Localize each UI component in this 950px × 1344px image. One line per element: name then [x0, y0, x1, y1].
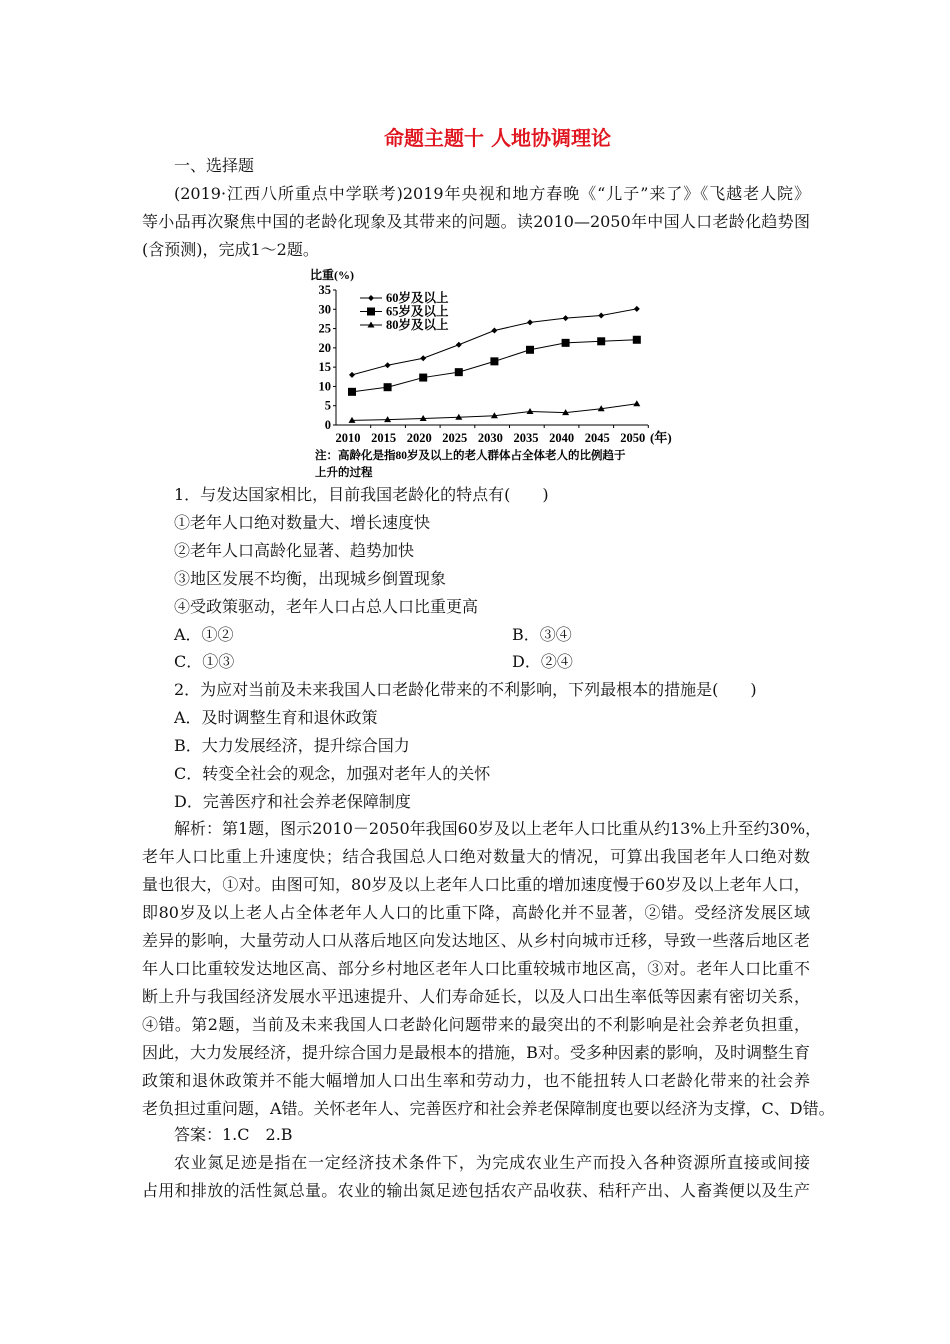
x-tick-label: 2050 — [620, 431, 646, 445]
analysis-line: 因此，大力发展经济，提升综合国力是最根本的措施，B对。受多种因素的影响，及时调整生育 — [142, 1043, 810, 1062]
q1-option-c: C．①③ — [174, 652, 235, 671]
legend-label: 60岁及以上 — [386, 291, 449, 305]
legend-label: 80岁及以上 — [386, 318, 449, 332]
analysis-line: ④错。第2题，当前及未来我国人口老龄化问题带来的最突出的不利影响是社会养老负担重， — [142, 1015, 810, 1034]
analysis-line: 年人口比重较发达地区高、部分乡村地区老年人口比重较城市地区高，③对。老年人口比重不 — [142, 959, 810, 978]
chart-note: 注：高龄化是指80岁及以上的老人群体占全体老人的比例趋于 — [315, 450, 626, 462]
analysis-line: 断上升与我国经济发展水平迅速提升、人们寿命延长，以及人口出生率低等因素有密切关系， — [142, 987, 810, 1006]
x-tick-label: 2045 — [584, 431, 610, 445]
x-tick-label: 2040 — [549, 431, 575, 445]
data-point-diamond — [598, 312, 604, 318]
y-tick-label: 35 — [318, 283, 331, 297]
analysis-line: 量也很大，①对。由图可知，80岁及以上老年人口比重的增加速度慢于60岁及以上老年人口， — [142, 875, 810, 894]
page-title: 命题主题十 人地协调理论 — [384, 126, 611, 150]
x-tick-label: 2025 — [442, 431, 468, 445]
data-point-square — [348, 388, 356, 396]
q2-option-b: B．大力发展经济，提升综合国力 — [174, 736, 410, 755]
data-point-square — [633, 336, 641, 344]
analysis-line: 政策和退休政策并不能大幅增加人口出生率和劳动力，也不能扭转人口老龄化带来的社会养 — [142, 1071, 810, 1090]
data-point-square — [384, 383, 392, 391]
legend-label: 65岁及以上 — [386, 304, 449, 319]
data-point-diamond — [420, 355, 426, 361]
q1-option-a: A．①② — [174, 625, 234, 644]
q1-option-b: B．③④ — [512, 625, 572, 644]
data-point-diamond — [349, 372, 355, 378]
section-heading: 一、选择题 — [174, 156, 255, 175]
data-point-diamond — [527, 319, 533, 325]
data-point-diamond — [634, 306, 640, 312]
q2-stem: 2．为应对当前及未来我国人口老龄化带来的不利影响，下列最根本的措施是( ) — [174, 680, 757, 699]
data-point-diamond — [456, 342, 462, 348]
q1-item: ①老年人口绝对数量大、增长速度快 — [174, 513, 431, 532]
data-point-triangle — [527, 408, 534, 414]
q1-option-d: D．②④ — [512, 652, 573, 671]
analysis-line: 解析：第1题，图示2010－2050年我国60岁及以上老年人口比重从约13%上升至约30%， — [174, 819, 822, 838]
answer: 答案：1.C 2.B — [174, 1125, 293, 1144]
data-point-diamond — [563, 315, 569, 321]
q1-item: ③地区发展不均衡，出现城乡倒置现象 — [174, 569, 447, 588]
q2-option-d: D．完善医疗和社会养老保障制度 — [174, 792, 411, 811]
data-point-diamond — [385, 362, 391, 368]
legend-marker-square — [367, 308, 375, 316]
y-tick-label: 20 — [318, 340, 331, 355]
y-tick-label: 10 — [318, 379, 331, 394]
y-tick-label: 15 — [318, 360, 331, 375]
data-point-square — [419, 374, 427, 382]
x-tick-label: 2035 — [513, 431, 539, 445]
next-paragraph-line: 占用和排放的活性氮总量。农业的输出氮足迹包括农产品收获、秸秆产出、人畜粪便以及生产 — [142, 1181, 810, 1200]
data-point-square — [490, 357, 498, 365]
q1-stem: 1．与发达国家相比，目前我国老龄化的特点有( ) — [174, 485, 549, 504]
data-point-diamond — [491, 328, 497, 334]
y-tick-label: 0 — [324, 418, 331, 432]
analysis-line: 差异的影响，大量劳动人口从落后地区向发达地区、从乡村向城市迁移，导致一些落后地区老 — [142, 931, 810, 950]
q2-option-c: C．转变全社会的观念，加强对老年人的关怀 — [174, 764, 491, 783]
data-point-square — [597, 337, 605, 345]
data-point-square — [455, 368, 463, 376]
q1-item: ②老年人口高龄化显著、趋势加快 — [174, 541, 415, 560]
data-point-triangle — [633, 400, 640, 406]
q1-item: ④受政策驱动，老年人口占总人口比重更高 — [174, 597, 479, 616]
intro-line: (2019·江西八所重点中学联考)2019年央视和地方春晚《“儿子”来了》《飞越老人院》 — [174, 184, 810, 203]
intro-line: (含预测)，完成1～2题。 — [142, 240, 319, 259]
x-tick-label: 2020 — [406, 431, 432, 445]
y-tick-label: 5 — [324, 398, 331, 413]
y-tick-label: 30 — [318, 302, 331, 317]
x-axis-label: (年) — [650, 430, 672, 445]
x-tick-label: 2030 — [477, 431, 503, 445]
q2-option-a: A．及时调整生育和退休政策 — [174, 708, 378, 727]
data-point-square — [562, 339, 570, 347]
x-tick-label: 2015 — [371, 431, 397, 445]
chart-note: 上升的过程 — [315, 467, 373, 479]
data-point-square — [526, 346, 534, 354]
x-tick-label: 2010 — [335, 431, 361, 445]
legend-marker-diamond — [368, 295, 374, 301]
analysis-line: 老年人口比重上升速度快；结合我国总人口绝对数量大的情况，可算出我国老年人口绝对数 — [142, 847, 810, 866]
y-tick-label: 25 — [318, 321, 331, 336]
analysis-line: 老负担过重问题，A错。关怀老年人、完善医疗和社会养老保障制度也要以经济为支撑，C、D错。 — [142, 1099, 835, 1118]
series-line-square — [352, 340, 637, 392]
intro-line: 等小品再次聚焦中国的老龄化现象及其带来的问题。读2010—2050年中国人口老龄化趋势图 — [142, 212, 810, 231]
next-paragraph-line: 农业氮足迹是指在一定经济技术条件下，为完成农业生产而投入各种资源所直接或间接 — [174, 1153, 810, 1172]
y-axis-label: 比重(%) — [310, 268, 354, 282]
analysis-line: 即80岁及以上老人占全体老年人人口的比重下降，高龄化并不显著，②错。受经济发展区域 — [142, 903, 810, 922]
aging-trend-chart — [300, 265, 680, 480]
